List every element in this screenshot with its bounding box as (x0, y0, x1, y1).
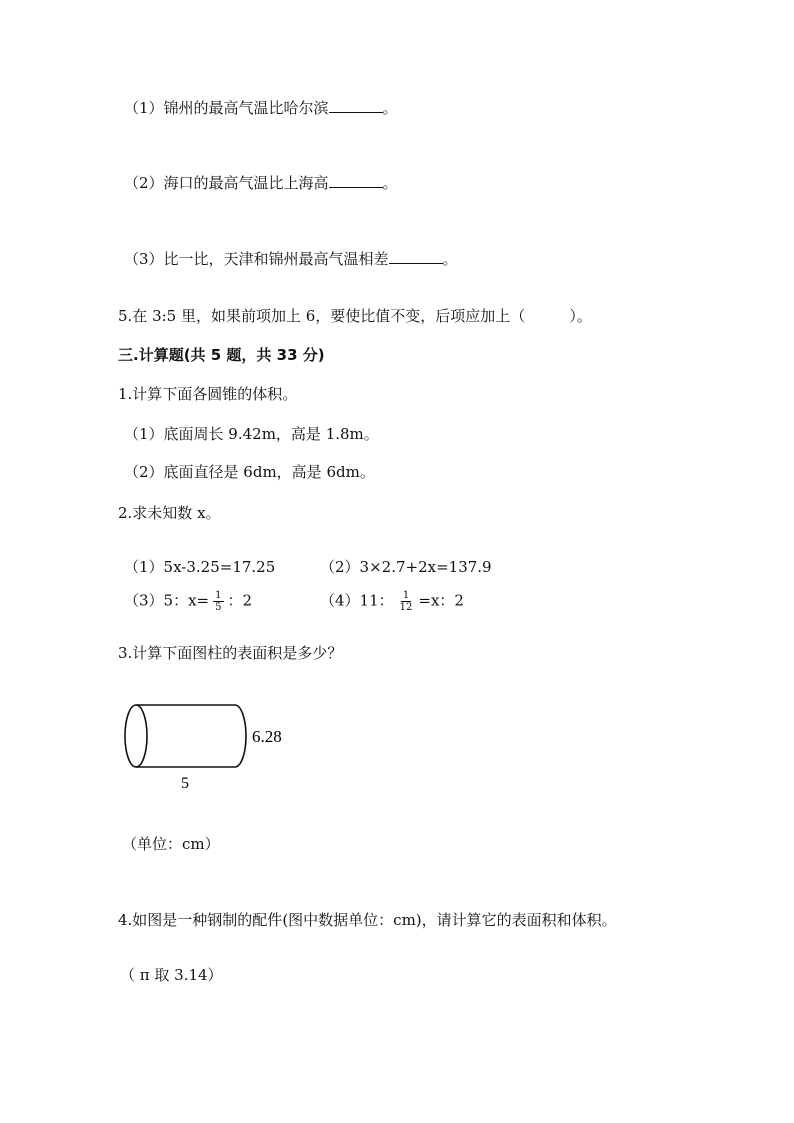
calc-4-stem: 4.如图是一种钢制的配件(图中数据单位：cm)，请计算它的表面积和体积。 (118, 911, 617, 929)
q4-part-2-text: （2）海口的最高气温比上海高 (124, 174, 329, 192)
equation-4: （4）11： $\frac{1}{12}$ =x：2 (320, 590, 464, 613)
calc-1-stem: 1.计算下面各圆锥的体积。 (118, 385, 298, 403)
fraction-one-twelfth: $\frac{1}{12}$ (399, 590, 413, 613)
equation-3: （3）5：x= $\frac{1}{5}$ ：2 (124, 590, 253, 613)
q4-part-3-text: （3）比一比，天津和锦州最高气温相差 (124, 250, 389, 268)
question-5: 5.在 3:5 里，如果前项加上 6，要使比值不变，后项应加上（ ）。 (118, 307, 592, 325)
answer-blank[interactable] (329, 98, 383, 113)
pi-note: （ π 取 3.14） (120, 966, 223, 984)
cylinder-height-label: 6.28 (252, 727, 282, 746)
cylinder-length-label: 5 (181, 775, 189, 792)
q4-part-1-text: （1）锦州的最高气温比哈尔滨 (124, 99, 329, 117)
cylinder-left-end (125, 705, 147, 767)
calc-2-stem: 2.求未知数 x。 (118, 504, 221, 522)
cylinder-right-end (235, 705, 246, 767)
calc-1-item-2: （2）底面直径是 6dm，高是 6dm。 (124, 463, 375, 481)
calc-3-stem: 3.计算下面图柱的表面积是多少？ (118, 644, 343, 662)
calc-1-item-1: （1）底面周长 9.42m，高是 1.8m。 (124, 425, 379, 443)
answer-blank[interactable] (329, 173, 383, 188)
equation-1: （1）5x-3.25=17.25 (124, 558, 276, 576)
q4-part-2: （2）海口的最高气温比上海高 。 (124, 174, 398, 192)
fraction-one-fifth: $\frac{1}{5}$ (215, 590, 222, 613)
q4-part-1: （1）锦州的最高气温比哈尔滨 。 (124, 99, 398, 117)
unit-note: （单位：cm） (122, 835, 220, 853)
question-5-text: 5.在 3:5 里，如果前项加上 6，要使比值不变，后项应加上（ (118, 307, 526, 325)
section-3-heading: 三.计算题(共 5 题，共 33 分) (118, 346, 325, 364)
q4-part-3: （3）比一比，天津和锦州最高气温相差 。 (124, 250, 458, 268)
cylinder-diagram (115, 698, 315, 798)
equation-2: （2）3×2.7+2x=137.9 (320, 558, 492, 576)
answer-blank[interactable] (389, 249, 443, 264)
